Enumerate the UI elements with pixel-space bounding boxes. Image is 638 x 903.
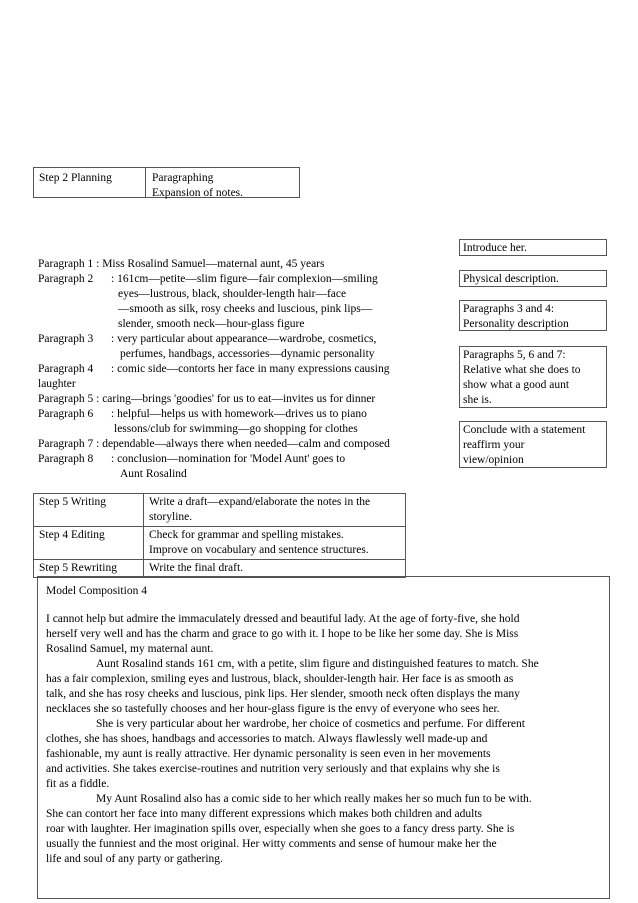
composition-line: life and soul of any party or gathering. [46, 853, 223, 865]
side-note-good-aunt [459, 346, 607, 408]
composition-line: roar with laughter. Her imagination spills over, especially when she goes to a fancy dress party. She is [46, 823, 515, 835]
paragraph-1-text: Paragraph 1 : Miss Rosalind Samuel—maternal aunt, 45 years [38, 258, 325, 270]
side-note-conclude [459, 421, 607, 468]
composition-line: Rosalind Samuel, my maternal aunt. [46, 643, 214, 655]
composition-line: necklaces she so tastefully chooses and her hour-glass figure is the envy of everyone who sees her. [46, 703, 500, 715]
step-text-line: Write a draft—expand/elaborate the notes in the [149, 496, 371, 508]
model-composition-title: Model Composition 4 [46, 585, 147, 597]
side-note-text: Paragraphs 3 and 4: [463, 303, 555, 315]
side-note-text: she is. [463, 394, 492, 406]
composition-paragraph-3 [46, 717, 601, 792]
side-note-physical [459, 270, 607, 287]
paragraph-2-text: eyes—lustrous, black, shoulder-length hair—face [118, 288, 347, 300]
model-composition-box [37, 576, 610, 899]
paragraph-note [38, 452, 458, 467]
composition-line: fit as a fiddle. [46, 778, 110, 790]
step-text [144, 494, 406, 527]
composition-line: and activities. She takes exercise-routines and nutrition very seriously and that explains why she is [46, 763, 500, 775]
paragraph-note-cont [38, 302, 458, 317]
composition-line: talk, and she has rosy cheeks and luscious, pink lips. Her slender, smooth neck often displays the many [46, 688, 520, 700]
paragraph-8-text: Aunt Rosalind [120, 468, 187, 480]
paragraph-note-cont [38, 317, 458, 332]
composition-line: fashionable, my aunt is really attractive. Her dynamic personality is seen even in her movements [46, 748, 491, 760]
step-label: Step 4 Editing [34, 527, 144, 560]
paragraph-8-label: Paragraph 8 [38, 453, 94, 465]
paragraph-5-text: Paragraph 5 : caring—brings 'goodies' for us to eat—invites us for dinner [38, 393, 376, 405]
paragraph-note [38, 332, 458, 347]
paragraph-2-text: slender, smooth neck—hour-glass figure [118, 318, 305, 330]
paragraph-4-text: laughter [38, 378, 76, 390]
writing-steps-table [33, 493, 406, 578]
paragraph-8-text: : conclusion—nomination for 'Model Aunt' goes to [111, 453, 346, 465]
side-note-text: view/opinion [463, 454, 524, 466]
paragraph-6-text: lessons/club for swimming—go shopping for clothes [114, 423, 358, 435]
paragraph-note [38, 362, 458, 377]
paragraph-4-text: : comic side—contorts her face in many expressions causing [111, 363, 390, 375]
paragraph-note-cont [38, 467, 458, 482]
side-note-personality [459, 300, 607, 331]
paragraph-note [38, 392, 458, 407]
composition-line: She is very particular about her wardrobe, her choice of cosmetics and perfume. For different [96, 718, 525, 730]
paragraph-2-label: Paragraph 2 [38, 273, 94, 285]
composition-line: has a fair complexion, smiling eyes and lustrous, black, shoulder-length hair. Her face is as smooth as [46, 673, 514, 685]
side-note-text: show what a good aunt [463, 379, 570, 391]
paragraph-note-cont [38, 347, 458, 362]
paragraph-note-cont [38, 377, 458, 392]
paragraph-note-cont [38, 422, 458, 437]
table-row [34, 560, 406, 578]
planning-step-details [146, 168, 299, 197]
composition-line: She can contort her face into many different expressions which makes both children and adults [46, 808, 483, 820]
step-text-line: storyline. [149, 511, 193, 523]
step-text-line: Improve on vocabulary and sentence structures. [149, 544, 369, 556]
paragraph-6-text: : helpful—helps us with homework—drives us to piano [111, 408, 367, 420]
composition-line: herself very well and has the charm and grace to go with it. I hope to be like her some day. She is Miss [46, 628, 519, 640]
planning-line: Expansion of notes. [152, 187, 244, 199]
paragraph-4-label: Paragraph 4 [38, 363, 94, 375]
step-label: Step 5 Rewriting [34, 560, 144, 578]
table-row [34, 494, 406, 527]
step-text [144, 560, 406, 578]
paragraph-note [38, 407, 458, 422]
step-text-line: Check for grammar and spelling mistakes. [149, 529, 344, 541]
paragraph-notes-list [38, 257, 458, 482]
planning-line: Paragraphing [152, 172, 214, 184]
table-row [34, 527, 406, 560]
composition-line: I cannot help but admire the immaculately dressed and beautiful lady. At the age of forty-five, she hold [46, 613, 520, 625]
side-note-text: reaffirm your [463, 439, 525, 451]
paragraph-2-text: —smooth as silk, rosy cheeks and luscious, pink lips— [118, 303, 373, 315]
paragraph-2-text: : 161cm—petite—slim figure—fair complexion—smiling [111, 273, 378, 285]
paragraph-note [38, 272, 458, 287]
side-note-text: Physical description. [463, 273, 559, 285]
step-label: Step 5 Writing [34, 494, 144, 527]
planning-step-table [33, 167, 300, 198]
paragraph-6-label: Paragraph 6 [38, 408, 94, 420]
side-note-introduce [459, 239, 607, 256]
side-note-text: Personality description [463, 318, 569, 330]
step-text-line: Write the final draft. [149, 562, 244, 574]
paragraph-3-text: : very particular about appearance—wardrobe, cosmetics, [111, 333, 377, 345]
side-note-text: Relative what she does to [463, 364, 581, 376]
paragraph-note-cont [38, 287, 458, 302]
side-note-text: Paragraphs 5, 6 and 7: [463, 349, 566, 361]
side-note-text: Conclude with a statement [463, 424, 586, 436]
composition-line: My Aunt Rosalind also has a comic side to her which really makes her so much fun to be with. [96, 793, 532, 805]
composition-paragraph-1 [46, 612, 601, 657]
paragraph-7-text: Paragraph 7 : dependable—always there when needed—calm and composed [38, 438, 390, 450]
composition-line: usually the funniest and the most original. Her witty comments and sense of humour make her the [46, 838, 497, 850]
composition-paragraph-2 [46, 657, 601, 717]
side-note-text: Introduce her. [463, 242, 527, 254]
planning-step-label: Step 2 Planning [34, 168, 146, 197]
step-text [144, 527, 406, 560]
paragraph-note [38, 437, 458, 452]
composition-line: Aunt Rosalind stands 161 cm, with a petite, slim figure and distinguished features to match. She [96, 658, 539, 670]
composition-line: clothes, she has shoes, handbags and accessories to match. Always flawlessly well made-up and [46, 733, 488, 745]
composition-paragraph-4 [46, 792, 601, 867]
paragraph-3-label: Paragraph 3 [38, 333, 94, 345]
paragraph-3-text: perfumes, handbags, accessories—dynamic personality [120, 348, 375, 360]
paragraph-note [38, 257, 458, 272]
